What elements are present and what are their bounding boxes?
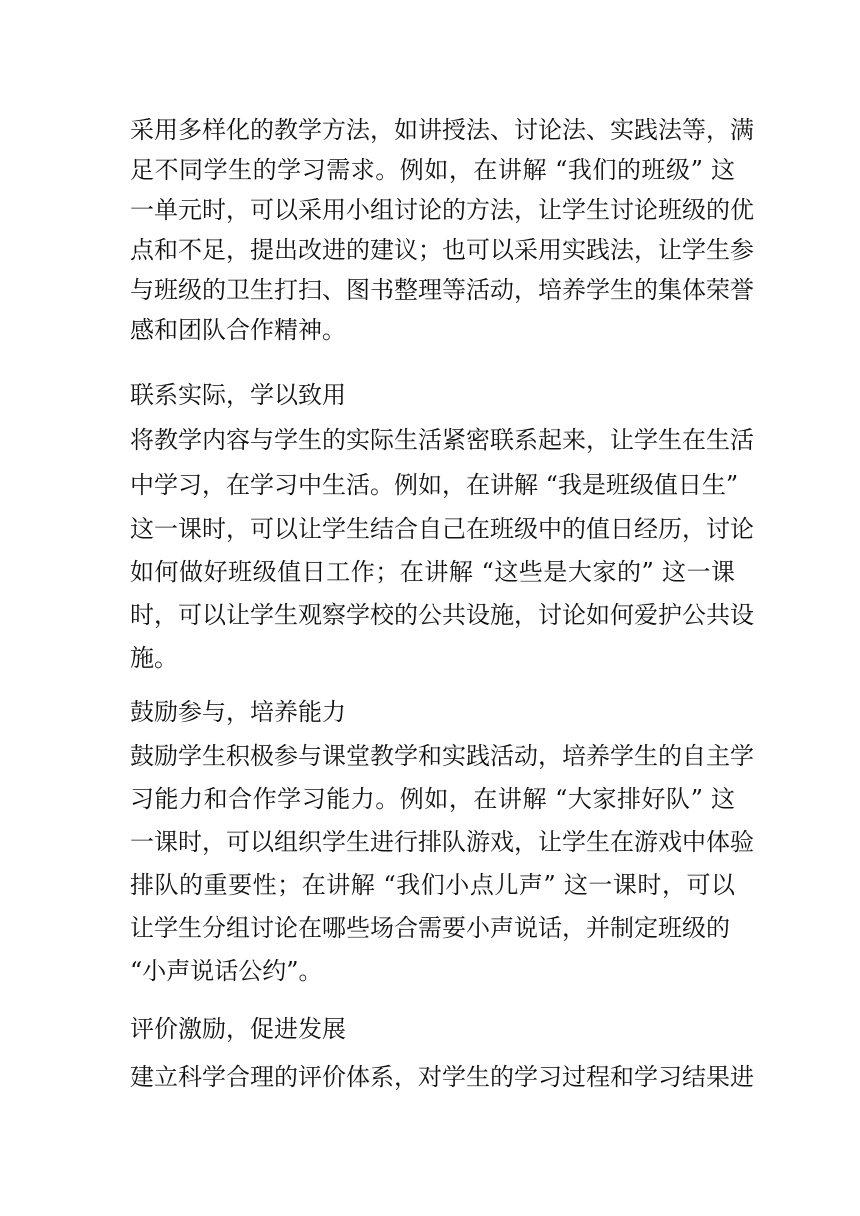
paragraph-line: 让学生分组讨论在哪些场合需要小声说话，并制定班级的 — [130, 914, 730, 942]
paragraph-line: 采用多样化的教学方法，如讲授法、讨论法、实践法等，满 — [130, 116, 754, 144]
paragraph-line: 感和团队合作精神。 — [130, 316, 346, 344]
paragraph-line: 与班级的卫生打扫、图书整理等活动，培养学生的集体荣誉 — [130, 276, 754, 304]
paragraph-line: 点和不足，提出改进的建议；也可以采用实践法，让学生参 — [130, 236, 754, 264]
paragraph-line: 一单元时，可以采用小组讨论的方法，让学生讨论班级的优 — [130, 196, 754, 224]
paragraph-line: 如何做好班级值日工作；在讲解 “这些是大家的” 这一课 — [130, 558, 735, 586]
paragraph-line: 习能力和合作学习能力。例如，在讲解 “大家排好队” 这 — [130, 785, 735, 813]
section-heading: 联系实际，学以致用 — [130, 381, 346, 409]
paragraph-line: 中学习，在学习中生活。例如，在讲解 “我是班级值日生” — [130, 471, 739, 499]
paragraph-line: 施。 — [130, 644, 178, 672]
paragraph-line: 将教学内容与学生的实际生活紧密联系起来，让学生在生活 — [130, 426, 754, 454]
paragraph-line: “小声说话公约”。 — [130, 957, 323, 985]
paragraph-line: 时，可以让学生观察学校的公共设施，讨论如何爱护公共设 — [130, 601, 754, 629]
paragraph-line: 这一课时，可以让学生结合自己在班级中的值日经历，讨论 — [130, 515, 754, 543]
paragraph-line: 足不同学生的学习需求。例如，在讲解 “我们的班级” 这 — [130, 156, 735, 184]
section-heading: 鼓励参与，培养能力 — [130, 698, 346, 726]
paragraph-line: 鼓励学生积极参与课堂教学和实践活动，培养学生的自主学 — [130, 742, 754, 770]
paragraph-line: 排队的重要性；在讲解 “我们小点儿声” 这一课时，可以 — [130, 871, 735, 899]
section-heading: 评价激励，促进发展 — [130, 1015, 346, 1043]
paragraph-line: 一课时，可以组织学生进行排队游戏，让学生在游戏中体验 — [130, 828, 754, 856]
paragraph-line: 建立科学合理的评价体系，对学生的学习过程和学习结果进 — [130, 1063, 754, 1091]
